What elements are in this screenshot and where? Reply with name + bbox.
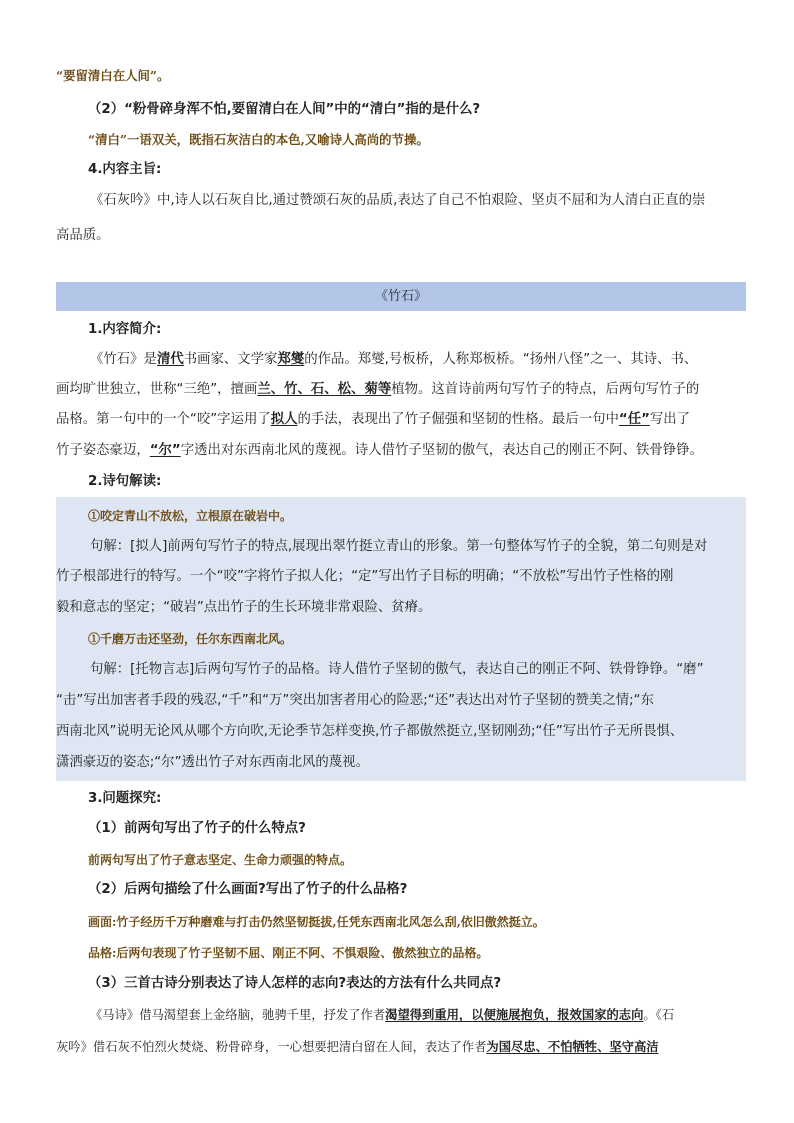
- question-3-2-answer-character: 品格:后两句表现了竹子坚韧不屈、刚正不阿、不惧艰险、傲然独立的品格。: [88, 946, 489, 960]
- verse-2: ①千磨万击还坚劲，任尔东西南北风。: [88, 632, 293, 646]
- section-3-title: 3.问题探究:: [88, 791, 162, 806]
- verse-1-explanation-line-1: 句解：[拟人]前两句写竹子的特点,展现出翠竹挺立青山的形象。第一句整体写竹子的全貌，第二句则是对: [90, 539, 708, 554]
- keyword-lime-aspiration: 为国尽忠、不怕牺牲、坚守高洁: [486, 1039, 659, 1054]
- question-3-3: （3）三首古诗分别表达了诗人怎样的志向?表达的方法有什么共同点?: [88, 976, 502, 991]
- section-2-title: 2.诗句解读:: [88, 474, 162, 489]
- intro-line-4: [56, 441, 746, 461]
- verse-2-explanation-line-4: 潇洒豪迈的姿态;“尔”透出竹子对东西南北风的蔑视。: [56, 755, 369, 770]
- text-span: 的作品。郑燮,号板桥，人称郑板桥。“扬州八怪”之一、其诗、书、: [304, 352, 698, 367]
- question-3-1: （1）前两句写出了竹子的什么特点?: [88, 821, 306, 836]
- verse-1: ①咬定青山不放松，立根原在破岩中。: [88, 509, 293, 523]
- verse-2-explanation-line-2: “击”写出加害者手段的残忍,“千”和“万”突出加害者用心的险恶;“还”表达出对竹子坚韧的赞美之情;“东: [56, 693, 654, 708]
- question-3-2: （2）后两句描绘了什么画面?写出了竹子的什么品格?: [88, 882, 408, 897]
- keyword-horse-aspiration: 渴望得到重用，以便施展抱负，报效国家的志向: [385, 1007, 644, 1022]
- question-3-1-answer: 前两句写出了竹子意志坚定、生命力顽强的特点。: [88, 853, 353, 867]
- text-span: 字透出对东西南北风的蔑视。诗人借竹子坚韧的傲气，表达自己的刚正不阿、铁骨铮铮。: [180, 443, 703, 458]
- section-4-title: 4.内容主旨:: [88, 162, 162, 177]
- keyword-author: 郑燮: [277, 352, 305, 367]
- question-3-2-answer-scene: 画面:竹子经历千万种磨难与打击仍然坚韧挺拔,任凭东西南北风怎么刮,依旧傲然挺立。: [88, 915, 545, 929]
- verse-2-explanation-line-3: 西南北风”说明无论风从哪个方向吹,无论季节怎样变换,竹子都傲然挺立,坚韧刚劲;“任”写出竹子无所畏惧、: [56, 724, 684, 739]
- keyword-plants: 兰、竹、石、松、菊等: [257, 382, 392, 397]
- text-span: 书画家、文学家: [183, 352, 278, 367]
- text-span: 《竹石》是: [90, 352, 157, 367]
- bamboo-title-bar: 《竹石》: [56, 282, 746, 311]
- text-span: 品格。第一句中的一个“咬”字运用了: [56, 412, 271, 427]
- text-span: 《马诗》借马渴望套上金络脑，驰骋千里，抒发了作者: [90, 1008, 386, 1022]
- keyword-er: “尔”: [149, 443, 181, 458]
- intro-line-1: [90, 350, 746, 370]
- question-2: （2）“粉骨碎身浑不怕,要留清白在人间”中的“清白”指的是什么?: [88, 102, 481, 117]
- question-3-3-answer-line-2: [56, 1037, 746, 1057]
- verse-2-explanation-line-1: 句解：[托物言志]后两句写竹子的品格。诗人借竹子坚韧的傲气，表达自己的刚正不阿、铁骨铮铮。“磨”: [90, 662, 704, 677]
- question-2-answer: “清白”一语双关，既指石灰洁白的本色,又喻诗人高尚的节操。: [88, 132, 429, 147]
- text-span: 植物。这首诗前两句写竹子的特点，后两句写竹子的: [391, 382, 700, 397]
- intro-line-3: [56, 410, 746, 430]
- section-1-title: 1.内容简介:: [88, 322, 162, 337]
- verse-1-explanation-line-2: 竹子根部进行的特写。一个“咬”字将竹子拟人化；“定”写出竹子目标的明确；“不放松”写出竹子性格的刚: [56, 569, 674, 584]
- text-span: 画均旷世独立，世称“三绝”，擅画: [56, 382, 258, 397]
- section-4-text-line-1: 《石灰吟》中,诗人以石灰自比,通过赞颂石灰的品质,表达了自己不怕艰险、坚贞不屈和为人清白正直的崇: [90, 193, 706, 208]
- text-span: 灰吟》借石灰不怕烈火焚烧、粉骨碎身，一心想要把清白留在人间，表达了作者: [56, 1040, 487, 1054]
- text-span: 的手法，表现出了竹子倔强和坚韧的性格。最后一句中: [297, 412, 619, 427]
- intro-line-2: [56, 380, 746, 400]
- keyword-dynasty: 清代: [156, 352, 184, 367]
- verse-1-explanation-line-3: 毅和意志的坚定；“破岩”点出竹子的生长环境非常艰险、贫瘠。: [56, 600, 432, 615]
- text-span: 写出了: [649, 412, 691, 427]
- text-span: 竹子姿态豪迈，: [56, 443, 150, 458]
- text-span: 。《石: [643, 1008, 675, 1022]
- keyword-personification: 拟人: [270, 412, 298, 427]
- section-4-text-line-2: 高品质。: [56, 228, 110, 243]
- intro-quote: “要留清白在人间”。: [56, 68, 170, 83]
- keyword-ren: “任”: [618, 412, 650, 427]
- question-3-3-answer-line-1: [90, 1005, 746, 1025]
